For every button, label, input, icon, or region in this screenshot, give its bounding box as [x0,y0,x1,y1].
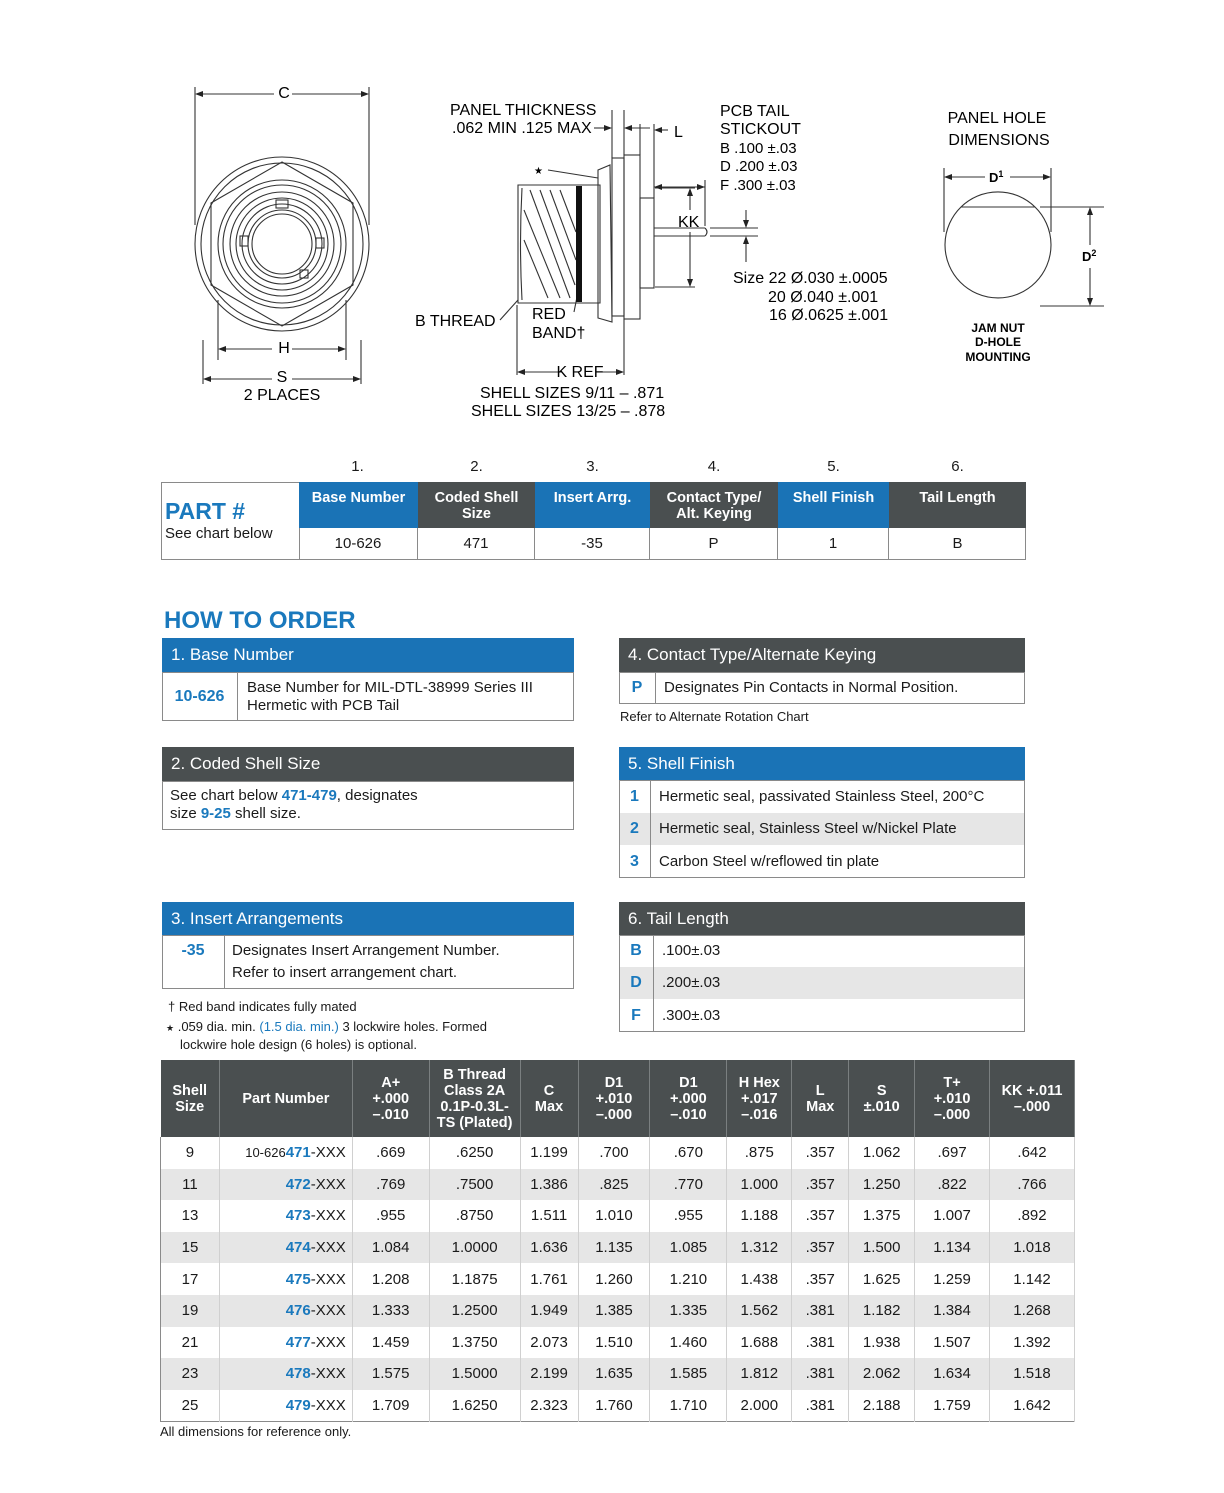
value-cell: 2.073 [520,1327,578,1359]
value-cell: 1.268 [990,1295,1075,1327]
val-finish: 1 [778,528,889,560]
value-cell: 1.188 [727,1200,792,1232]
size-16: 16 Ø.0625 ±.001 [769,307,889,324]
shell-size-cell: 9 [161,1137,220,1169]
part-number-cell: 10-626471-XXX [219,1137,352,1169]
value-cell: 2.188 [849,1390,915,1422]
value-cell: 1.460 [650,1327,727,1359]
part-number-cell: 478-XXX [219,1358,352,1390]
pcb-tail-line2: STICKOUT [720,121,801,138]
kk-label: KK [678,214,700,231]
tail-title: 6. Tail Length [619,902,1025,936]
shell-size-cell: 23 [161,1358,220,1390]
val-tail: B [952,535,963,552]
tail-desc-f: .300±.03 [662,1007,721,1024]
value-cell: 1.510 [578,1327,650,1359]
value-cell: .670 [650,1137,727,1169]
part-column-numbers [161,458,1026,480]
tail-code-f: F [631,1007,641,1024]
table-row [161,1263,1075,1295]
part-title: PART # [165,498,246,524]
part-number-cell: 474-XXX [219,1232,352,1264]
finish-code-3: 3 [630,853,639,870]
finish-code-1: 1 [630,788,639,805]
th-shell-size: Shell Size [161,1060,220,1137]
how-to-order-title: HOW TO ORDER [164,607,356,634]
th-t: T+ +.010 –.000 [915,1060,990,1137]
h-label: H [278,340,290,357]
th-s: S ±.010 [849,1060,915,1137]
panel-hole-note-1: JAM NUT [971,321,1025,335]
part-number-cell: 472-XXX [219,1169,352,1201]
hdr-finish: Shell Finish [778,482,889,528]
value-cell: 1.134 [915,1232,990,1264]
value-cell: .875 [727,1137,792,1169]
finish-desc-1: Hermetic seal, passivated Stainless Steel, 200°C [659,788,985,805]
contact-title: 4. Contact Type/Alternate Keying [619,638,1025,672]
hdr-base-number: Base Number [299,482,418,528]
value-cell: .766 [990,1169,1075,1201]
shell-sizes-2: SHELL SIZES 13/25 – .878 [471,403,666,420]
l-label: L [674,124,683,141]
value-cell: 1.459 [352,1327,429,1359]
col-num-5: 5. [827,458,840,475]
hdr-coded-shell: Coded Shell Size [418,482,535,528]
table-row [161,1137,1075,1169]
footnote-lockwire: ★ .059 dia. min. (1.5 dia. min.) 3 lockwire holes. Formed [166,1019,487,1034]
panel-thickness-range: .062 MIN .125 MAX [452,120,592,137]
hdr-insert: Insert Arrg. [535,482,650,528]
value-cell: 1.018 [990,1232,1075,1264]
value-cell: 1.000 [727,1169,792,1201]
value-cell: 1.625 [849,1263,915,1295]
th-c-max: C Max [520,1060,578,1137]
value-cell: 2.062 [849,1358,915,1390]
value-cell: 1.642 [990,1390,1075,1422]
value-cell: .669 [352,1137,429,1169]
value-cell: 1.375 [849,1200,915,1232]
shell-size-cell: 11 [161,1169,220,1201]
value-cell: 1.386 [520,1169,578,1201]
value-cell: .769 [352,1169,429,1201]
pcb-tail-line1: PCB TAIL [720,103,790,120]
value-cell: 2.323 [520,1390,578,1422]
value-cell: 1.518 [990,1358,1075,1390]
value-cell: 1.635 [578,1358,650,1390]
value-cell: 1.759 [915,1390,990,1422]
tail-d: D .200 ±.03 [720,158,798,175]
value-cell: .357 [792,1263,849,1295]
value-cell: 1.511 [520,1200,578,1232]
val-base-number: 10-626 [299,528,418,560]
value-cell: .822 [915,1169,990,1201]
value-cell: 1.2500 [429,1295,520,1327]
footnote-lockwire-2: lockwire hole design (6 holes) is optional. [180,1037,418,1052]
tail-code-b: B [630,942,642,959]
contact-code: P [631,679,643,696]
th-l-max: L Max [792,1060,849,1137]
value-cell: 1.142 [990,1263,1075,1295]
insert-desc-1: Designates Insert Arrangement Number. [232,942,500,959]
value-cell: 1.260 [578,1263,650,1295]
tail-code-d: D [630,974,642,991]
table-row [161,1390,1075,1422]
col-num-3: 3. [586,458,599,475]
part-number-cell: 473-XXX [219,1200,352,1232]
d2-label: $D^2$ [1082,248,1097,264]
value-cell: .357 [792,1137,849,1169]
part-subtitle: See chart below [165,525,273,542]
value-cell: 1.210 [650,1263,727,1295]
coded-shell-line-2: size 9-25 shell size. [170,805,301,822]
value-cell: 1.507 [915,1327,990,1359]
value-cell: .357 [792,1232,849,1264]
part-number-cell: 475-XXX [219,1263,352,1295]
part-number-cell: 479-XXX [219,1390,352,1422]
col-num-2: 2. [470,458,483,475]
value-cell: 1.208 [352,1263,429,1295]
star-icon: ★ [534,166,543,177]
value-cell: .8750 [429,1200,520,1232]
insert-desc-2: Refer to insert arrangement chart. [232,964,458,981]
panel-hole-title-1: PANEL HOLE [947,110,1047,127]
value-cell: .955 [352,1200,429,1232]
th-b-thread: B Thread Class 2A 0.1P-0.3L- TS (Plated) [429,1060,520,1137]
footnote-red-band: † Red band indicates fully mated [168,999,357,1014]
table-row [161,1232,1075,1264]
value-cell: 1.5000 [429,1358,520,1390]
th-a: A+ +.000 –.010 [352,1060,429,1137]
s-label: S [276,369,288,386]
finish-code-2: 2 [630,820,639,837]
value-cell: 1.312 [727,1232,792,1264]
value-cell: 1.250 [849,1169,915,1201]
dimension-table [160,1060,1075,1422]
base-number-desc-1: Base Number for MIL-DTL-38999 Series III [247,679,533,696]
val-contact: P [650,528,778,560]
table-row [161,1327,1075,1359]
tail-desc-d: .200±.03 [662,974,721,991]
value-cell: 1.760 [578,1390,650,1422]
th-d1-plus: D1 +.010 –.000 [578,1060,650,1137]
value-cell: 1.1875 [429,1263,520,1295]
finish-desc-3: Carbon Steel w/reflowed tin plate [659,853,880,870]
value-cell: 1.392 [990,1327,1075,1359]
value-cell: 1.0000 [429,1232,520,1264]
value-cell: 1.709 [352,1390,429,1422]
th-h-hex: H Hex +.017 –.016 [727,1060,792,1137]
value-cell: 1.333 [352,1295,429,1327]
b-thread-label: B THREAD [415,313,496,330]
value-cell: .825 [578,1169,650,1201]
base-number-code: 10-626 [174,688,225,705]
val-insert: -35 [535,528,650,560]
value-cell: 1.3750 [429,1327,520,1359]
value-cell: 1.199 [520,1137,578,1169]
value-cell: 1.562 [727,1295,792,1327]
value-cell: .357 [792,1169,849,1201]
coded-shell-line-1: See chart below 471-479, designates [170,787,418,804]
panel-thickness-title: PANEL THICKNESS [450,102,597,119]
shell-sizes-1: SHELL SIZES 9/11 – .871 [480,385,665,402]
col-num-4: 4. [707,458,721,475]
value-cell: .642 [990,1137,1075,1169]
value-cell: 1.710 [650,1390,727,1422]
value-cell: .7500 [429,1169,520,1201]
value-cell: 1.634 [915,1358,990,1390]
value-cell: 1.575 [352,1358,429,1390]
value-cell: 1.385 [578,1295,650,1327]
shell-size-cell: 15 [161,1232,220,1264]
value-cell: 2.000 [727,1390,792,1422]
part-number-cell: 476-XXX [219,1295,352,1327]
table-row [161,1358,1075,1390]
panel-hole-title-2: DIMENSIONS [948,132,1050,149]
star-icon: ★ [166,1023,175,1033]
table-row [161,1169,1075,1201]
finish-title: 5. Shell Finish [619,747,1025,781]
value-cell: .381 [792,1295,849,1327]
value-cell: 1.688 [727,1327,792,1359]
tail-f: F .300 ±.03 [720,177,796,194]
insert-code: -35 [181,942,205,959]
shell-size-cell: 19 [161,1295,220,1327]
front-view-arrows [195,91,369,382]
value-cell: 1.085 [650,1232,727,1264]
value-cell: .381 [792,1390,849,1422]
red-band-label-1: RED [532,306,566,323]
value-cell: .381 [792,1327,849,1359]
shell-size-cell: 21 [161,1327,220,1359]
th-part-number: Part Number [219,1060,352,1137]
contact-desc: Designates Pin Contacts in Normal Position. [664,679,959,696]
value-cell: 1.585 [650,1358,727,1390]
hdr-tail: Tail Length [889,482,1026,528]
finish-desc-2: Hermetic seal, Stainless Steel w/Nickel Plate [659,820,957,837]
value-cell: 1.949 [520,1295,578,1327]
red-band [576,186,582,302]
value-cell: .357 [792,1200,849,1232]
part-number-block [161,458,1026,560]
value-cell: 1.938 [849,1327,915,1359]
panel-hole-note-2: D-HOLE [975,335,1021,349]
value-cell: .955 [650,1200,727,1232]
tail-b: B .100 ±.03 [720,140,797,157]
value-cell: 1.259 [915,1263,990,1295]
panel-hole-note-3: MOUNTING [965,350,1031,364]
value-cell: 1.500 [849,1232,915,1264]
value-cell: 1.438 [727,1263,792,1295]
value-cell: 1.335 [650,1295,727,1327]
value-cell: 1.812 [727,1358,792,1390]
shell-size-cell: 25 [161,1390,220,1422]
val-coded-shell: 471 [418,528,535,560]
value-cell: 1.062 [849,1137,915,1169]
value-cell: 2.199 [520,1358,578,1390]
part-number-cell: 477-XXX [219,1327,352,1359]
value-cell: .697 [915,1137,990,1169]
insert-title: 3. Insert Arrangements [162,902,574,936]
value-cell: .892 [990,1200,1075,1232]
table-row [161,1200,1075,1232]
shell-size-cell: 13 [161,1200,220,1232]
dimension-footnote: All dimensions for reference only. [160,1424,352,1439]
value-cell: 1.182 [849,1295,915,1327]
size-20: 20 Ø.040 ±.001 [768,289,879,306]
panel-hole-view [944,168,1104,306]
hdr-contact: Contact Type/ Alt. Keying [650,482,778,528]
value-cell: 1.6250 [429,1390,520,1422]
k-ref-label: K REF [556,364,604,381]
base-number-title: 1. Base Number [162,638,574,672]
th-d1-minus: D1 +.000 –.010 [650,1060,727,1137]
red-band-label-2: BAND† [532,325,586,342]
c-label: C [278,85,290,102]
dimension-table-header [161,1060,1075,1137]
value-cell: .770 [650,1169,727,1201]
coded-shell-title: 2. Coded Shell Size [162,747,574,781]
base-number-desc-2: Hermetic with PCB Tail [247,697,400,714]
s-note: 2 PLACES [243,387,321,404]
shell-size-cell: 17 [161,1263,220,1295]
value-cell: 1.761 [520,1263,578,1295]
col-num-6: 6. [951,458,964,475]
contact-note: Refer to Alternate Rotation Chart [620,709,809,724]
d1-label: $D^1$ [989,169,1004,185]
value-cell: 1.384 [915,1295,990,1327]
tail-desc-b: .100±.03 [662,942,721,959]
value-cell: 1.636 [520,1232,578,1264]
col-num-1: 1. [351,458,364,475]
technical-drawing [0,0,1224,440]
value-cell: 1.007 [915,1200,990,1232]
value-cell: .700 [578,1137,650,1169]
value-cell: .381 [792,1358,849,1390]
value-cell: 1.135 [578,1232,650,1264]
size-22: Size 22 Ø.030 ±.0005 [733,270,888,287]
value-cell: 1.010 [578,1200,650,1232]
th-kk: KK +.011 –.000 [990,1060,1075,1137]
table-row [161,1295,1075,1327]
value-cell: .6250 [429,1137,520,1169]
value-cell: 1.084 [352,1232,429,1264]
